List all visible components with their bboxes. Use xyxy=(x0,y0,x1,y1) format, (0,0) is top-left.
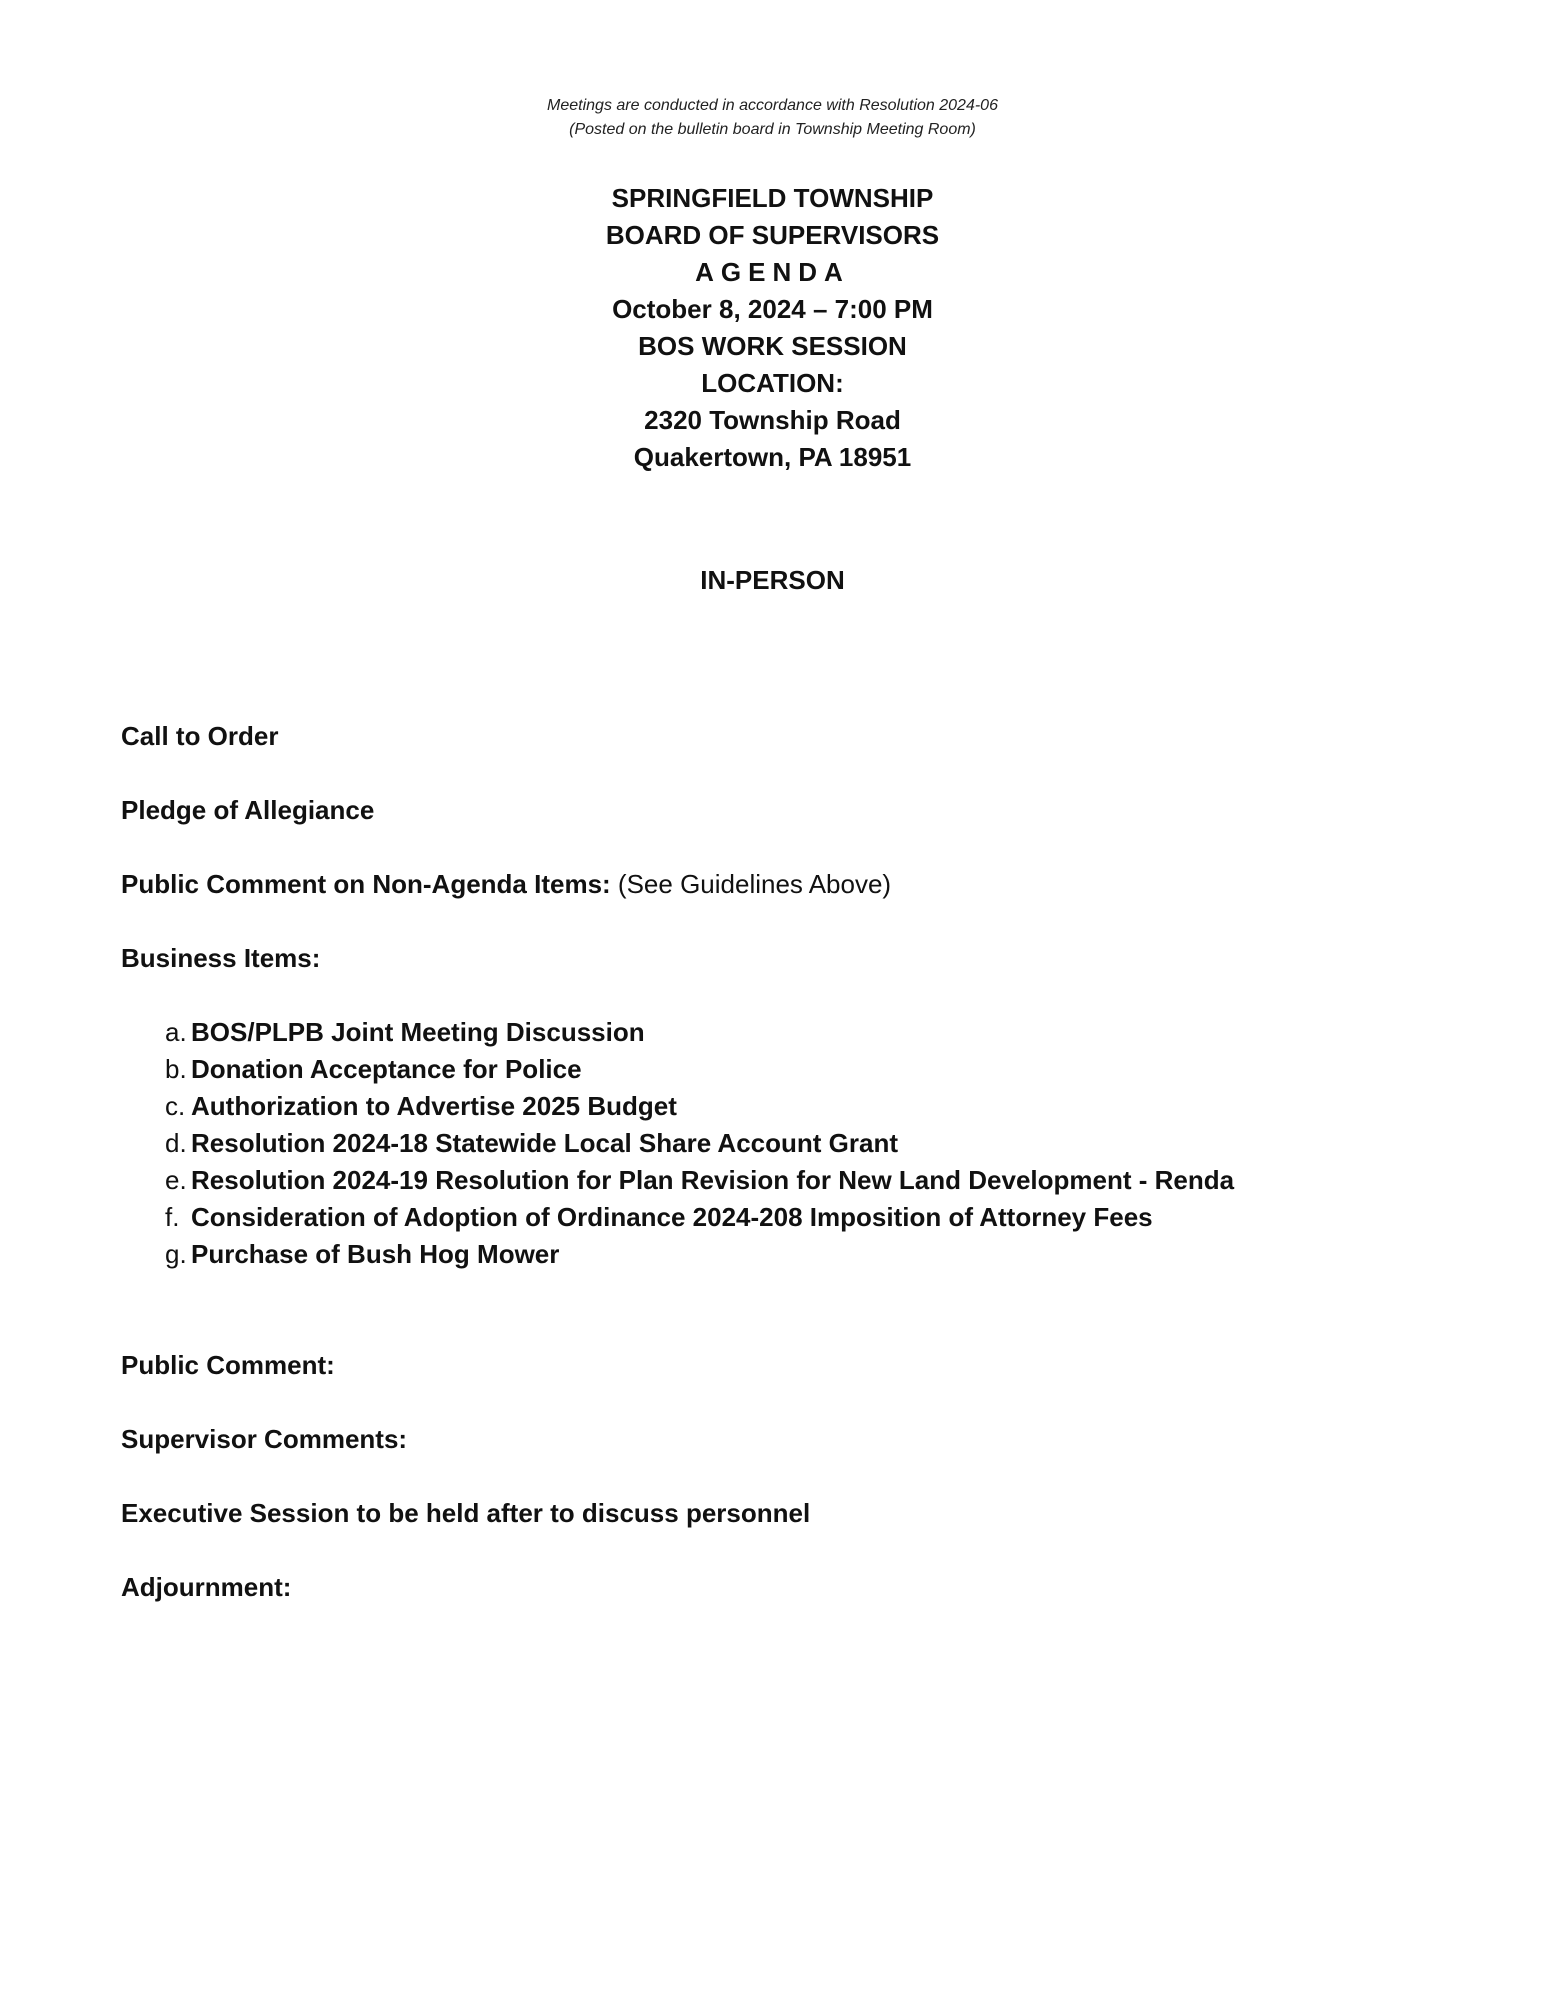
adjournment: Adjournment: xyxy=(121,1572,292,1602)
list-item xyxy=(121,1236,1234,1273)
item-letter: b. xyxy=(165,1054,187,1084)
location-label: LOCATION: xyxy=(701,368,844,398)
list-item xyxy=(121,1199,1234,1236)
address-city: Quakertown, PA 18951 xyxy=(633,442,912,472)
list-item xyxy=(121,1125,1234,1162)
item-letter: d. xyxy=(165,1128,187,1158)
item-letter: a. xyxy=(165,1017,187,1047)
agenda-title: AGENDA xyxy=(695,257,850,287)
list-item xyxy=(121,1162,1234,1199)
call-to-order: Call to Order xyxy=(121,721,279,751)
list-item xyxy=(121,1051,1234,1088)
item-text: BOS/PLPB Joint Meeting Discussion xyxy=(191,1017,645,1047)
public-comment-non-agenda-note: (See Guidelines Above) xyxy=(617,869,892,899)
resolution-notice: Meetings are conducted in accordance with Resolution 2024-06 xyxy=(547,97,998,114)
item-text: Purchase of Bush Hog Mower xyxy=(191,1239,560,1269)
item-text: Donation Acceptance for Police xyxy=(191,1054,582,1084)
list-item xyxy=(121,1014,1234,1051)
list-item xyxy=(121,1088,1234,1125)
item-text: Consideration of Adoption of Ordinance 2024-208 Imposition of Attorney Fees xyxy=(191,1202,1153,1232)
township-name: SPRINGFIELD TOWNSHIP xyxy=(611,183,934,213)
executive-session: Executive Session to be held after to discuss personnel xyxy=(121,1498,811,1528)
meeting-datetime: October 8, 2024 – 7:00 PM xyxy=(612,294,933,324)
agenda-header xyxy=(0,180,1545,476)
item-letter: g. xyxy=(165,1239,187,1269)
item-letter: c. xyxy=(165,1091,186,1121)
item-text: Resolution 2024-18 Statewide Local Share Account Grant xyxy=(191,1128,899,1158)
meeting-mode: IN-PERSON xyxy=(700,565,845,595)
public-comment: Public Comment: xyxy=(121,1350,335,1380)
public-comment-non-agenda-label: Public Comment on Non-Agenda Items: xyxy=(121,869,611,899)
supervisor-comments: Supervisor Comments: xyxy=(121,1424,408,1454)
board-name: BOARD OF SUPERVISORS xyxy=(605,220,940,250)
item-text: Resolution 2024-19 Resolution for Plan Revision for New Land Development - Renda xyxy=(191,1165,1235,1195)
address-street: 2320 Township Road xyxy=(644,405,901,435)
item-letter: f. xyxy=(165,1202,180,1232)
item-text: Authorization to Advertise 2025 Budget xyxy=(191,1091,677,1121)
business-items-heading: Business Items: xyxy=(121,943,321,973)
business-items-list xyxy=(121,1014,1234,1273)
session-type: BOS WORK SESSION xyxy=(638,331,907,361)
bulletin-notice: (Posted on the bulletin board in Township Meeting Room) xyxy=(569,121,976,138)
pledge-of-allegiance: Pledge of Allegiance xyxy=(121,795,375,825)
item-letter: e. xyxy=(165,1165,187,1195)
public-comment-non-agenda xyxy=(121,866,891,903)
